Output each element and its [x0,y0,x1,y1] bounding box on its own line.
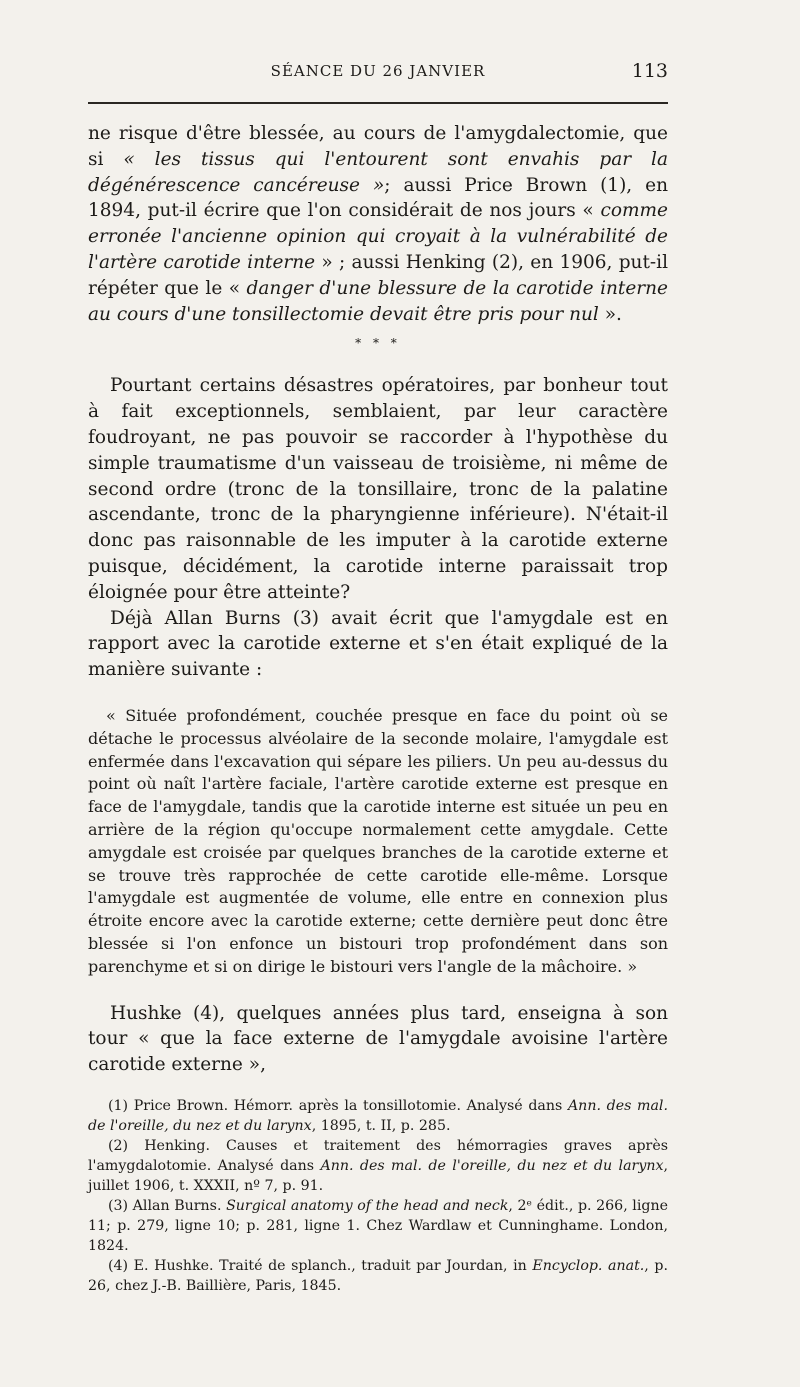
footnote-4 [88,1256,668,1296]
footnote-text: (1) Price Brown. Hémorr. après la tonsillotomie. Analysé dans [108,1097,568,1114]
text-run: ne risque d'être blessée, au cours de l'amygdalectomie, que si [88,123,668,170]
footnote-text: (2) Henking. Causes et traitement des hémorragies graves après l'amygdalotomie. Analysé dans [88,1137,668,1174]
footnote-text: (3) Allan Burns. [108,1197,227,1214]
text-run: » ; aussi Henking (2), en 1906, put-il répéter que le « [88,251,668,299]
footnote-title: Ann. des mal. de l'oreille, du nez et du larynx [320,1157,664,1174]
footnote-text: , 1895, t. II, p. 285. [311,1117,451,1134]
footnote-3 [88,1196,668,1256]
quoted-italic: comme erronée l'ancienne opinion qui croyait à la vulnérabilité de l'artère carotide interne [88,200,668,273]
quoted-italic: « les tissus qui l'entourent sont envahis par la dégénérescence cancéreuse » [88,148,668,196]
paragraph-pourtant: Pourtant certains désastres opératoires, par bonheur tout à fait exceptionnels, semblaient, par leur caractère foudroyant, ne pas pouvoir se raccorder à l'hypothèse du simple traumatisme d'un vaisseau de troisième, ni même de second ordre (tronc de la tonsillaire, tronc de la palatine ascendante, tronc de la pharyngienne inférieure). N'était-il donc pas raisonnable de les imputer à la carotide externe puisque, décidément, la carotide interne paraissait trop éloignée pour être atteinte? [88,375,668,603]
footnote-title: Surgical anatomy of the head and neck [226,1197,509,1214]
quoted-italic: danger d'une blessure de la carotide interne au cours d'une tonsillectomie devait être pris pour nul [88,277,668,325]
paragraph-burns: Déjà Allan Burns (3) avait écrit que l'amygdale est en rapport avec la carotide externe et s'en était expliqué de la manière suivante : [88,607,668,681]
footnote-text: , p. 26, chez J.-B. Baillière, Paris, 1845. [88,1257,668,1294]
text-run: ». [598,303,622,325]
block-quotation: « Située profondément, couchée presque en face du point où se détache le processus alvéolaire de la seconde molaire, l'amygdale est enfermée dans l'excavation qui sépare les piliers. Un peu au-dessus du point où naît l'artère faciale, l'artère carotide externe est presque en face de l'amygdale, tandis que la carotide interne est située un peu en arrière de la région qu'occupe normalement cette amygdale. Cette amygdale est croisée par quelques branches de la carotide externe et se trouve très rapprochée de cette carotide elle-même. Lorsque l'amygdale est augmentée de volume, elle entre en connexion plus étroite encore avec la carotide externe; cette dernière peut donc être blessée si l'on enfonce un bistouri trop profondément dans son parenchyme et si on dirige le bistouri vers l'angle de la mâchoire. » [88,705,668,976]
running-head-title: SÉANCE DU 26 JANVIER [270,62,486,80]
main-text [88,121,668,1296]
section-asterism: * * * [355,336,401,351]
text-run: ; aussi Price Brown (1), en 1894, put-il écrire que l'on considérait de nos jours « [88,174,668,222]
footnote-1 [88,1096,668,1136]
paragraph-hushke: Hushke (4), quelques années plus tard, enseigna à son tour « que la face externe de l'amygdale avoisine l'artère carotide externe », [88,1002,668,1076]
header-rule [88,102,668,104]
footnote-text: (4) E. Hushke. Traité de splanch., traduit par Jourdan, in [108,1257,533,1274]
paragraph-continuation [88,121,668,327]
footnote-2 [88,1136,668,1196]
running-head [88,62,668,88]
footnote-text: , 2ᵉ édit., p. 266, ligne 11; p. 279, ligne 10; p. 281, ligne 1. Chez Wardlaw et Cunninghame. London, 1824. [88,1197,668,1254]
footnote-title: Encyclop. anat. [532,1257,645,1274]
page-number: 113 [631,60,668,82]
footnotes [88,1096,668,1296]
footnote-title: Ann. des mal. de l'oreille, du nez et du larynx [88,1097,668,1134]
footnote-text: , juillet 1906, t. XXXII, nº 7, p. 91. [88,1157,668,1194]
